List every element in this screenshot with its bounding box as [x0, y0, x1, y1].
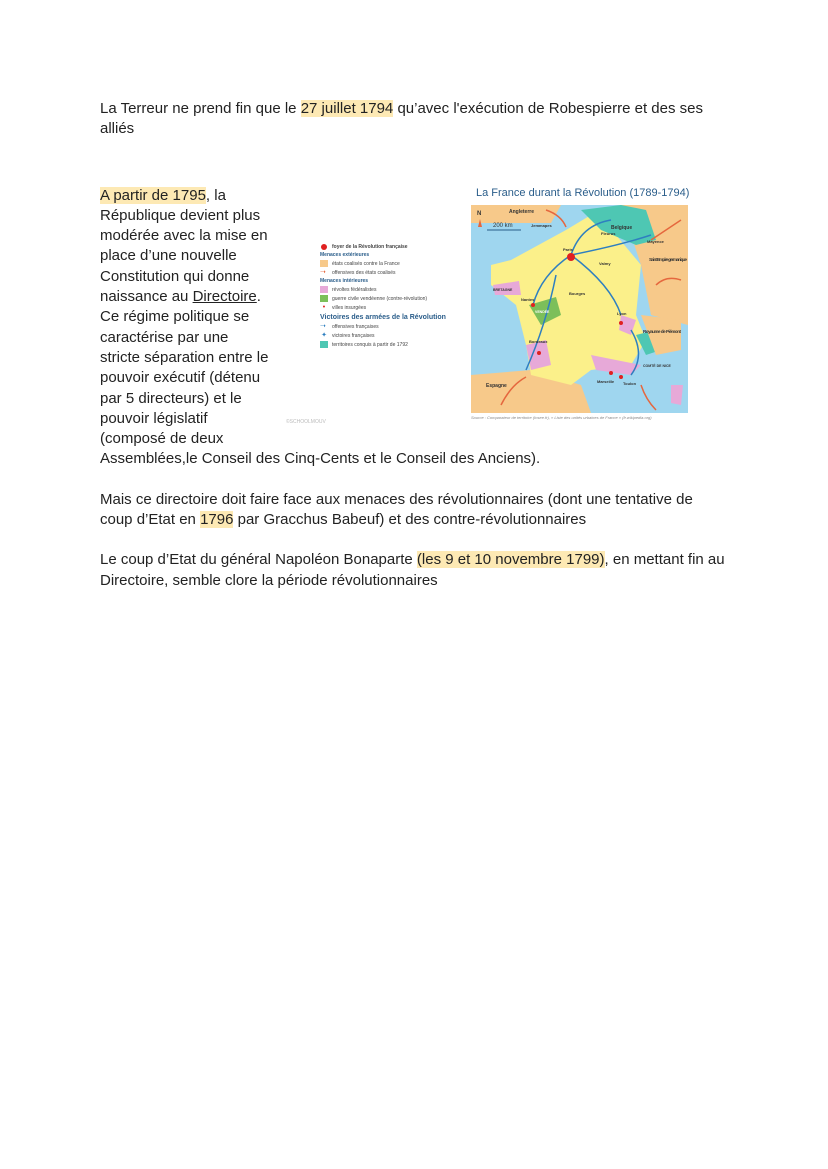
- legend-item: [320, 242, 470, 251]
- legend-item: [320, 285, 470, 294]
- legend-item: [320, 322, 470, 331]
- legend-item: [320, 294, 470, 303]
- legend-label: états coalisés contre la France: [332, 260, 400, 267]
- map-legend: [320, 242, 470, 349]
- watermark: ©SCHOOLMOUV: [286, 419, 326, 425]
- label-valmy: Valmy: [599, 261, 611, 266]
- highlight-date: A partir de 1795: [100, 186, 206, 204]
- label-marseille: Marseille: [597, 379, 615, 384]
- highlight-date: 27 juillet 1794: [300, 100, 394, 117]
- legend-label: révoltes fédéralistes: [332, 286, 377, 293]
- label-bretagne: BRETAGNE: [493, 288, 513, 292]
- label-espagne: Espagne: [486, 383, 507, 389]
- label-saint-empire: Saint Empire germanique: [649, 257, 687, 262]
- text: , la République devient plus modérée avec la mise en place d’une nouvelle Constitution qui donne naissance au: [100, 186, 268, 306]
- legend-swatch: •: [322, 304, 326, 311]
- legend-swatch: ➝: [320, 323, 326, 330]
- legend-label: offensives françaises: [332, 323, 379, 330]
- map-title: La France durant la Révolution (1789-1794): [476, 187, 690, 199]
- corse: [671, 385, 683, 405]
- paragraph-coup-etat: [100, 550, 728, 591]
- label-nantes: Nantes: [521, 297, 535, 302]
- legend-item: [320, 303, 470, 312]
- label-belgique: Belgique: [611, 225, 633, 231]
- legend-swatch: ✦: [321, 332, 327, 339]
- legend-swatch: [320, 295, 328, 302]
- label-bourges: Bourges: [569, 291, 586, 296]
- legend-swatch: [320, 341, 328, 348]
- legend-item: [320, 340, 470, 349]
- map-source: Source : Comparateur de territoire (Insee.fr), « Liste des unités urbaines de France » (fr.wikipedia.org): [471, 415, 652, 420]
- highlight-date: 1796: [200, 511, 234, 529]
- legend-heading: Menaces intérieures: [320, 278, 369, 284]
- legend-item: [320, 331, 470, 340]
- label-fleurus: Fleurus: [601, 231, 616, 236]
- legend-heading: Menaces extérieures: [320, 252, 370, 258]
- text: La Terreur ne prend fin que le: [100, 100, 301, 117]
- legend-item: [320, 259, 470, 268]
- map-of-france: [471, 205, 688, 413]
- label-paris: Paris: [563, 247, 573, 252]
- label-bordeaux: Bordeaux: [529, 339, 548, 344]
- text: Mais ce directoire doit faire face aux menaces des révolutionnaires (dont une tentative de coup d’Etat en: [100, 490, 693, 529]
- text: par Gracchus Babeuf) et des contre-révolutionnaires: [233, 511, 587, 529]
- paris-marker: [567, 253, 575, 261]
- label-lyon: Lyon: [617, 311, 627, 316]
- legend-label: offensives des états coalisés: [332, 269, 396, 276]
- directoire-link[interactable]: Directoire: [192, 288, 257, 306]
- label-nice: COMTÉ DE NICE: [643, 364, 671, 368]
- legend-heading: Victoires des armées de la Révolution: [320, 313, 446, 321]
- legend-swatch: [320, 286, 328, 293]
- label-vendee: VENDÉE: [535, 310, 550, 314]
- legend-label: territoires conquis à partir de 1792: [332, 341, 408, 348]
- scale-label: 200 km: [493, 223, 513, 229]
- text: Le coup d’Etat du général Napoléon Bonaparte: [100, 551, 417, 569]
- label-angleterre: Angleterre: [509, 209, 535, 215]
- legend-swatch: [321, 244, 327, 250]
- legend-label: foyer de la Révolution française: [332, 243, 408, 250]
- paragraph-menaces: [100, 490, 728, 531]
- label-mayence: Mayence: [647, 239, 664, 244]
- label-jemmapes: Jemmapes: [531, 223, 552, 228]
- label-toulon: Toulon: [623, 381, 637, 386]
- text: , en mettant fin au Directoire, semble clore la période révolutionnaires: [100, 551, 725, 589]
- legend-swatch: [320, 260, 328, 267]
- text: . Ce régime politique se caractérise par une stricte séparation entre le pouvoir exécutif (détenu par 5 directeurs) et le pouvoir législatif (composé de deux Assemblées,le Conseil des Cinq-Cents et le Conseil des Anciens).: [100, 288, 541, 468]
- legend-label: villes insurgées: [332, 304, 367, 311]
- north-label: N: [477, 211, 482, 217]
- legend-label: victoires françaises: [332, 332, 375, 339]
- text: qu’avec l'exécution de Robespierre et des ses alliés: [100, 100, 703, 138]
- highlight-date: (les 9 et 10 novembre 1799): [416, 551, 605, 569]
- legend-label: guerre civile vendéenne (contre-révolution): [332, 295, 428, 302]
- label-piemont: Royaume de Piémont: [643, 329, 681, 334]
- paragraph-terreur: [100, 99, 728, 140]
- legend-swatch: ➝: [320, 269, 326, 276]
- map-figure: [286, 180, 700, 430]
- legend-item: [320, 268, 470, 277]
